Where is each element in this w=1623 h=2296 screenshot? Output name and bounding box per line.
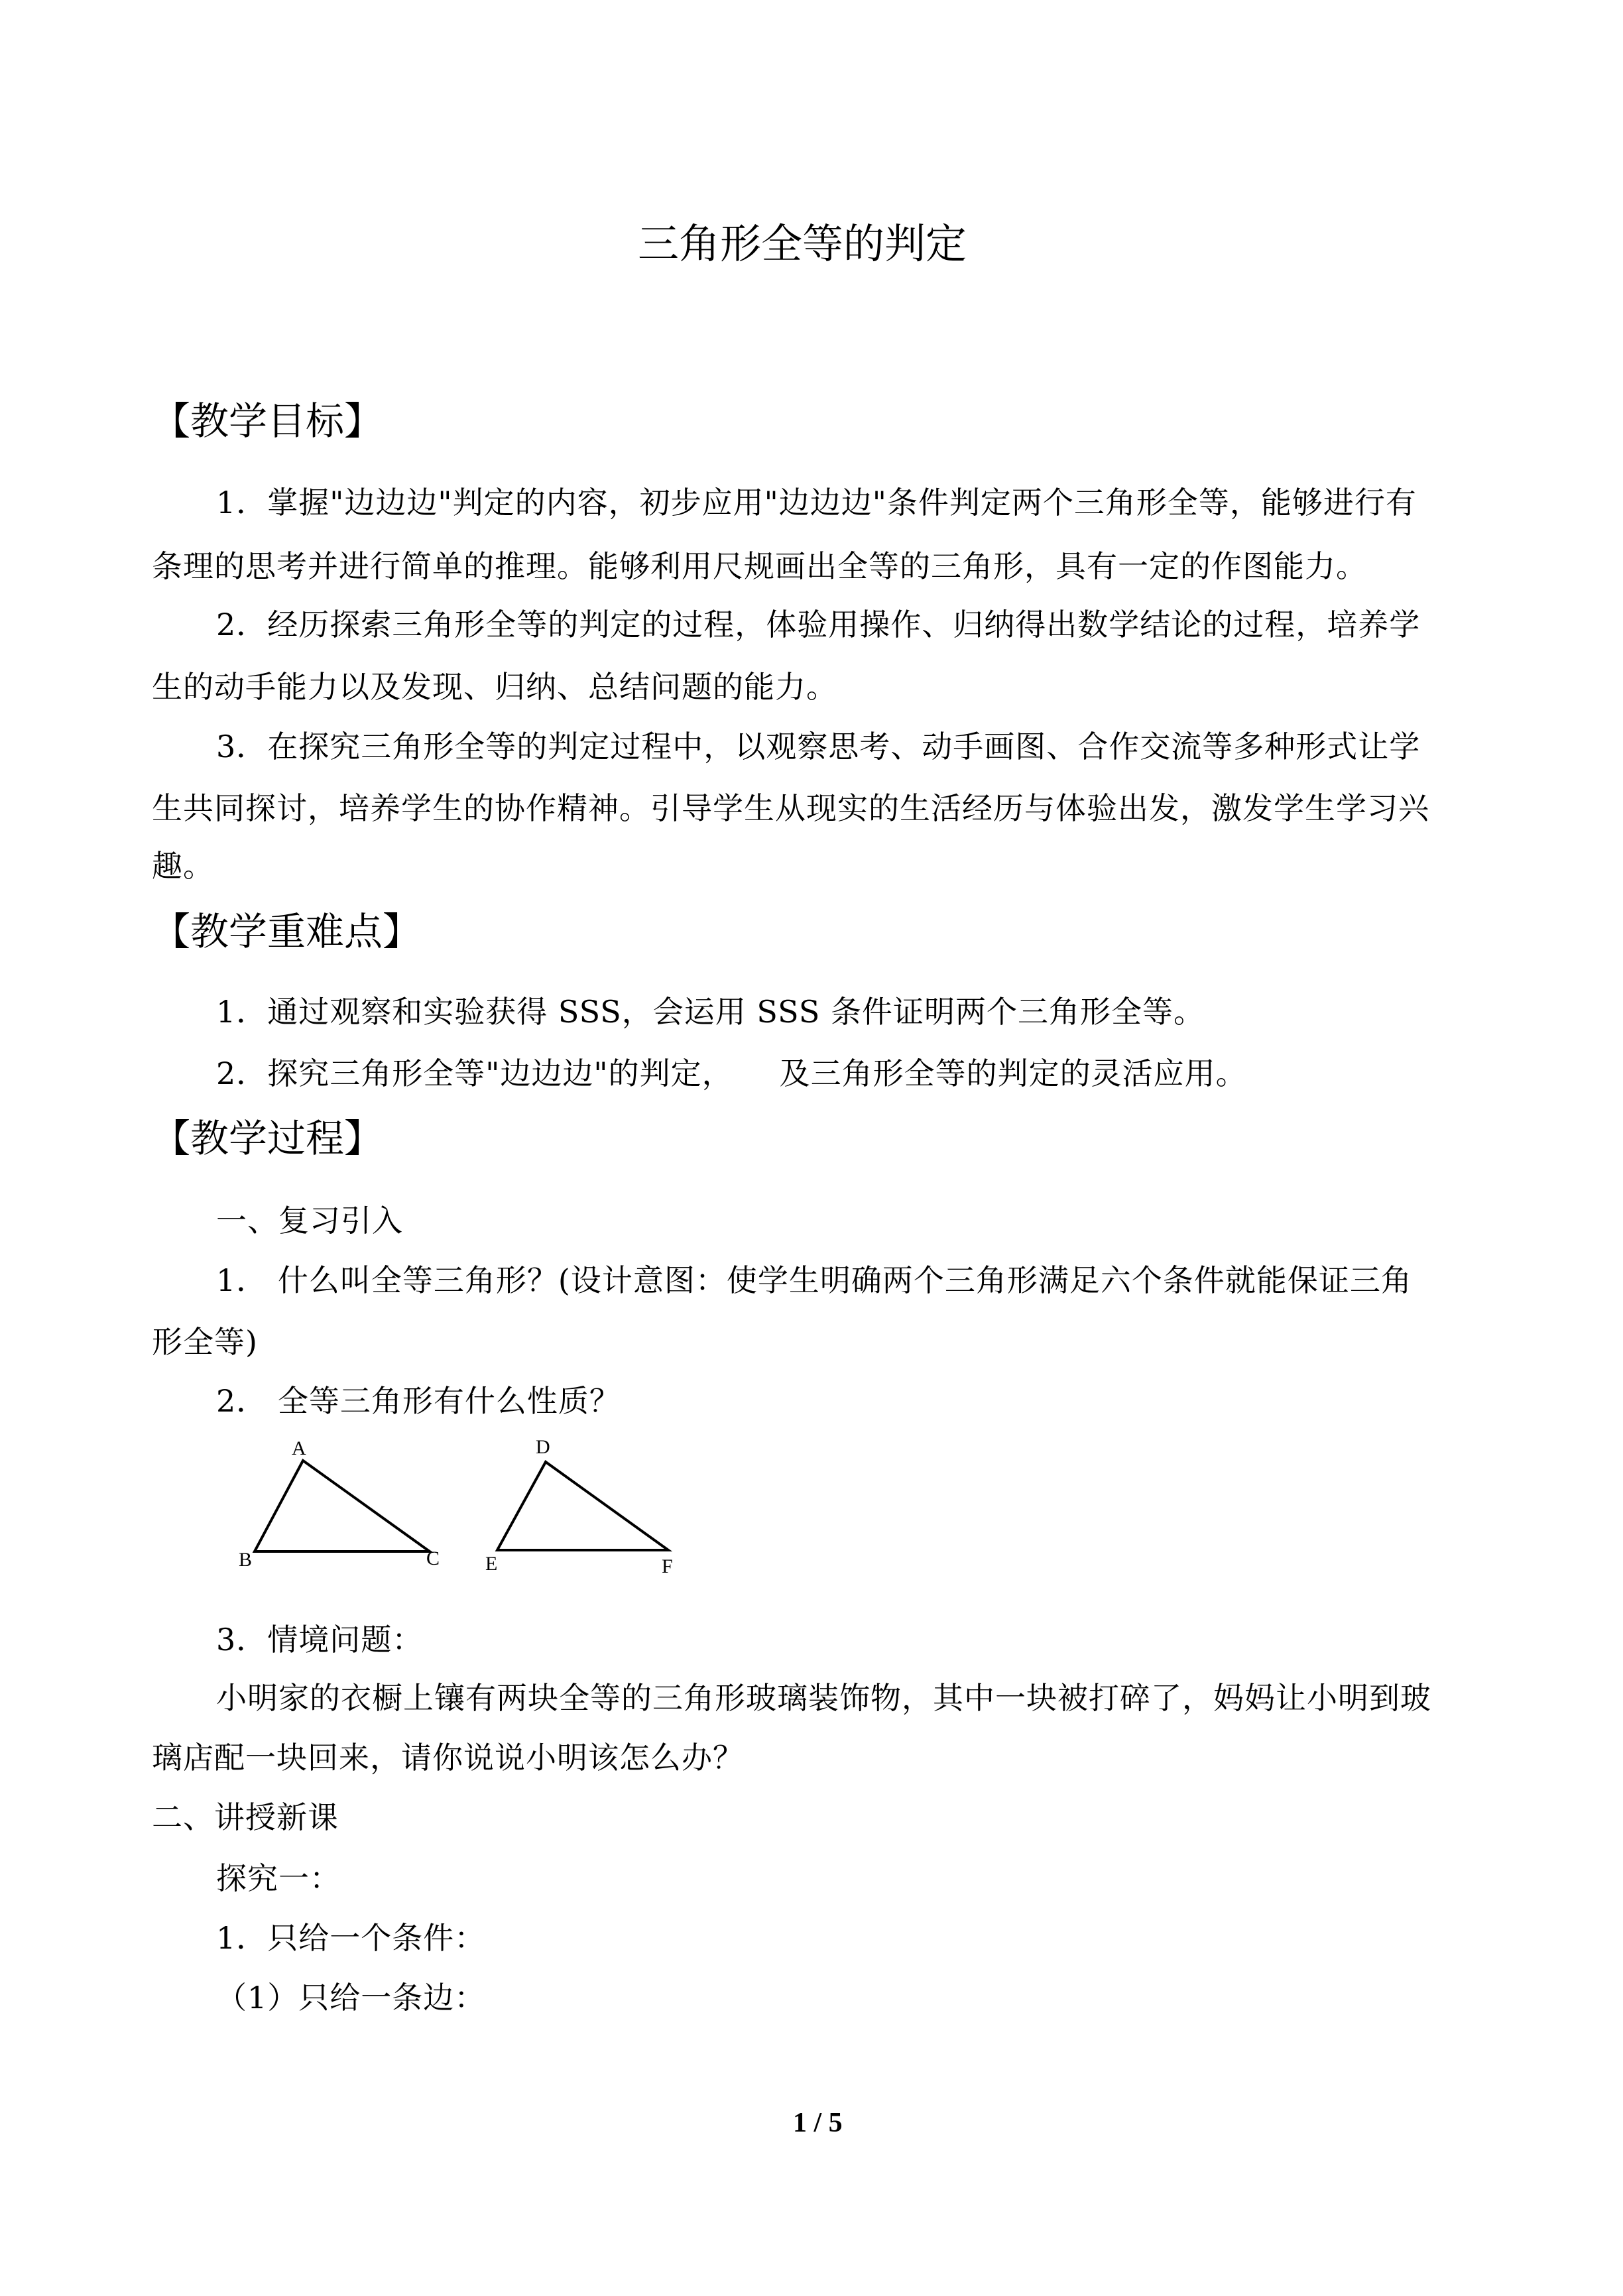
congruent-triangles-figure [239, 1425, 703, 1585]
vertex-label-e: E [485, 1553, 498, 1575]
page-number: 1 / 5 [793, 2108, 843, 2138]
vertex-label-f: F [662, 1555, 673, 1577]
key-point-line: 1．通过观察和实验获得 SSS，会运用 SSS 条件证明两个三角形全等。 [216, 994, 1205, 1030]
vertex-label-d: D [536, 1436, 550, 1458]
key-point-text: 及三角形全等的判定的灵活应用。 [779, 1056, 1247, 1091]
review-heading: 一、复习引入 [216, 1203, 403, 1239]
objective-line: 条理的思考并进行简单的推理。能够利用尺规画出全等的三角形，具有一定的作图能力。 [152, 548, 1367, 584]
objective-line: 生的动手能力以及发现、归纳、总结问题的能力。 [152, 669, 837, 705]
triangle-def [497, 1462, 668, 1550]
new-lesson-heading: 二、讲授新课 [152, 1799, 339, 1835]
question-line: 3．情境问题： [216, 1622, 424, 1658]
vertex-label-c: C [426, 1547, 440, 1569]
key-points-heading: 【教学重难点】 [152, 909, 422, 954]
question-line: 1． 什么叫全等三角形？(设计意图：使学生明确两个三角形满足六个条件就能保证三角 [216, 1262, 1412, 1298]
condition-line: 1．只给一个条件： [216, 1920, 486, 1956]
objective-line: 1．掌握"边边边"判定的内容，初步应用"边边边"条件判定两个三角形全等，能够进行有 [216, 485, 1417, 520]
vertex-label-b: B [239, 1549, 253, 1571]
explore-heading: 探究一： [216, 1860, 341, 1896]
page-title: 三角形全等的判定 [638, 219, 967, 268]
question-line: 2． 全等三角形有什么性质？ [216, 1383, 621, 1419]
objective-line: 生共同探讨，培养学生的协作精神。引导学生从现实的生活经历与体验出发，激发学生学习兴 [152, 790, 1429, 826]
process-heading: 【教学过程】 [152, 1116, 383, 1161]
objective-line: 2．经历探索三角形全等的判定的过程，体验用操作、归纳得出数学结论的过程，培养学 [216, 607, 1421, 642]
triangle-abc [255, 1461, 430, 1551]
scenario-line: 璃店配一块回来，请你说说小明该怎么办？ [152, 1740, 744, 1776]
objective-line: 3．在探究三角形全等的判定过程中，以观察思考、动手画图、合作交流等多种形式让学 [216, 729, 1421, 764]
scenario-line: 小明家的衣橱上镶有两块全等的三角形玻璃装饰物，其中一块被打碎了，妈妈让小明到玻 [216, 1680, 1431, 1716]
key-point-line [216, 1050, 1247, 1093]
objective-line: 趣。 [152, 848, 214, 884]
condition-line: （1）只给一条边： [216, 1980, 486, 2016]
objectives-heading: 【教学目标】 [152, 398, 383, 444]
key-point-text: 2．探究三角形全等"边边边"的判定， [216, 1056, 733, 1091]
vertex-label-a: A [292, 1437, 306, 1459]
question-line: 形全等) [152, 1324, 258, 1360]
